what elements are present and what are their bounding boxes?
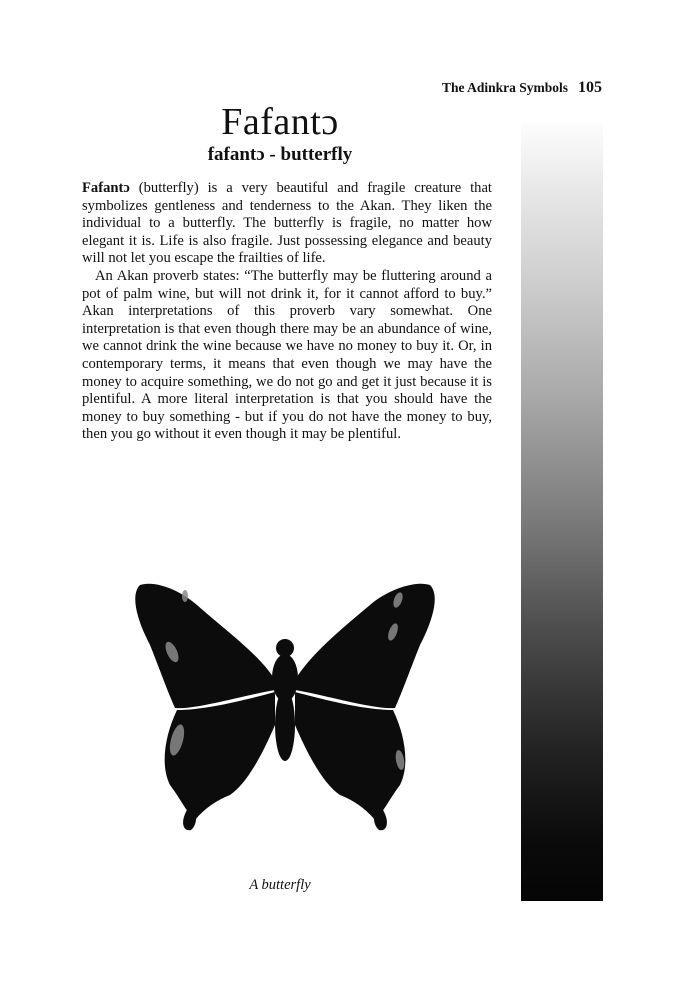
running-head — [380, 79, 602, 97]
lead-term: Fafantɔ — [82, 180, 130, 196]
paragraph-1-text: (butterfly) is a very beautiful and fragile creature that symbolizes gentleness and tenderness to the Akan. They liken the individual to a butterfly. The butterfly is fragile, no matter how elegant it is. Life is also fragile. Just possessing elegance and beauty will not let you escape the frailties of life. — [82, 180, 492, 267]
page-subtitle: fafantɔ - butterfly — [207, 144, 353, 165]
decorative-gradient-bar — [521, 123, 603, 901]
body-text — [82, 180, 492, 444]
page-title: Fafantɔ — [221, 101, 339, 143]
butterfly-figure — [125, 560, 445, 835]
section-title: The Adinkra Symbols — [441, 80, 568, 95]
figure-caption: A butterfly — [249, 877, 311, 893]
butterfly-icon — [125, 560, 445, 835]
page-number: 105 — [578, 79, 602, 96]
paragraph-1 — [82, 180, 492, 268]
paragraph-2: An Akan proverb states: “The butterfly may be fluttering around a pot of palm wine, but will not drink it, for it cannot afford to buy.” Akan interpretations of this proverb vary somewhat. One interpretation is that even though there may be an abundance of wine, we cannot drink the wine because we have no money to buy it. Or, in contemporary terms, it means that even though we may have the money to acquire something, we do not go and get it just because it is plentiful. A more literal interpretation is that you should have the money to buy something - but if you do not have the money to buy, then you go without it even though it may be plentiful. — [82, 267, 492, 443]
